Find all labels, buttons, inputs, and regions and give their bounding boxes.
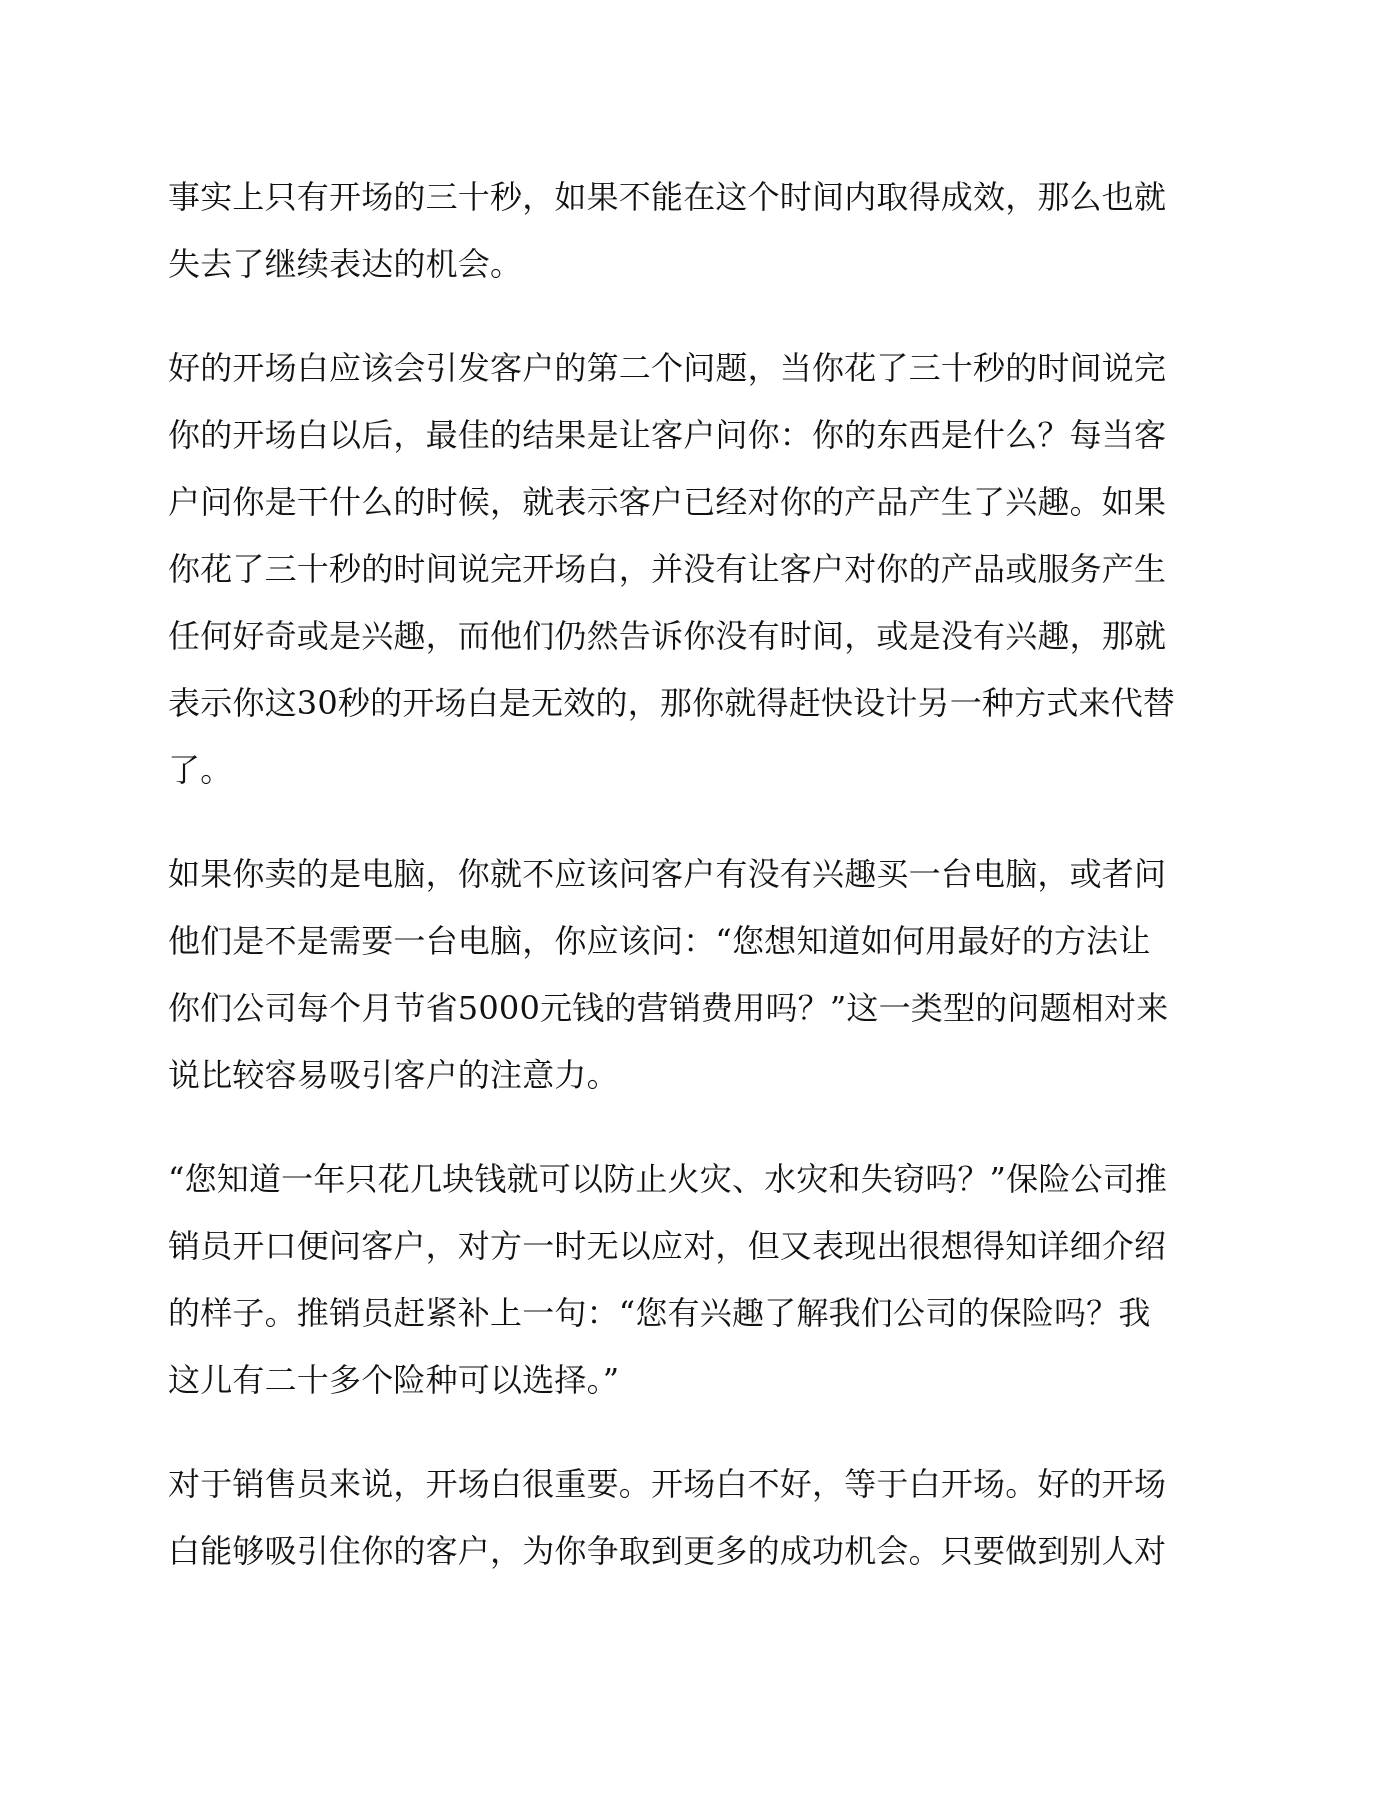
text-line: 白能够吸引住你的客户，为你争取到更多的成功机会。只要做到别人对 bbox=[168, 1532, 1167, 1570]
text-line: “您知道一年只花几块钱就可以防止火灾、水灾和失窃吗？”保险公司推 bbox=[168, 1160, 1168, 1198]
text-line: 说比较容易吸引客户的注意力。 bbox=[168, 1056, 619, 1094]
text-line: 事实上只有开场的三十秒，如果不能在这个时间内取得成效，那么也就 bbox=[168, 178, 1167, 216]
text-line: 表示你这30秒的开场白是无效的，那你就得赶快设计另一种方式来代替 bbox=[168, 684, 1176, 722]
paragraph-1 bbox=[168, 164, 1228, 298]
document-body bbox=[168, 164, 1228, 1622]
text-line: 你的开场白以后，最佳的结果是让客户问你：你的东西是什么？每当客 bbox=[168, 416, 1167, 454]
text-line: 你花了三十秒的时间说完开场白，并没有让客户对你的产品或服务产生 bbox=[168, 550, 1167, 588]
text-line: 这儿有二十多个险种可以选择。” bbox=[168, 1361, 620, 1399]
text-line: 你们公司每个月节省5000元钱的营销费用吗？”这一类型的问题相对来 bbox=[168, 989, 1169, 1027]
text-line: 的样子。推销员赶紧补上一句：“您有兴趣了解我们公司的保险吗？我 bbox=[168, 1294, 1151, 1332]
text-line: 户问你是干什么的时候，就表示客户已经对你的产品产生了兴趣。如果 bbox=[168, 483, 1167, 521]
paragraph-4 bbox=[168, 1146, 1228, 1414]
text-line: 对于销售员来说，开场白很重要。开场白不好，等于白开场。好的开场 bbox=[168, 1465, 1167, 1503]
text-line: 失去了继续表达的机会。 bbox=[168, 245, 523, 283]
text-line: 他们是不是需要一台电脑，你应该问：“您想知道如何用最好的方法让 bbox=[168, 922, 1151, 960]
paragraph-2 bbox=[168, 335, 1228, 804]
text-line: 好的开场白应该会引发客户的第二个问题，当你花了三十秒的时间说完 bbox=[168, 349, 1167, 387]
text-line: 如果你卖的是电脑，你就不应该问客户有没有兴趣买一台电脑，或者问 bbox=[168, 855, 1167, 893]
text-line: 任何好奇或是兴趣，而他们仍然告诉你没有时间，或是没有兴趣，那就 bbox=[168, 617, 1167, 655]
paragraph-3 bbox=[168, 841, 1228, 1109]
paragraph-5 bbox=[168, 1451, 1228, 1585]
text-line: 了。 bbox=[168, 751, 233, 789]
text-line: 销员开口便问客户，对方一时无以应对，但又表现出很想得知详细介绍 bbox=[168, 1227, 1167, 1265]
